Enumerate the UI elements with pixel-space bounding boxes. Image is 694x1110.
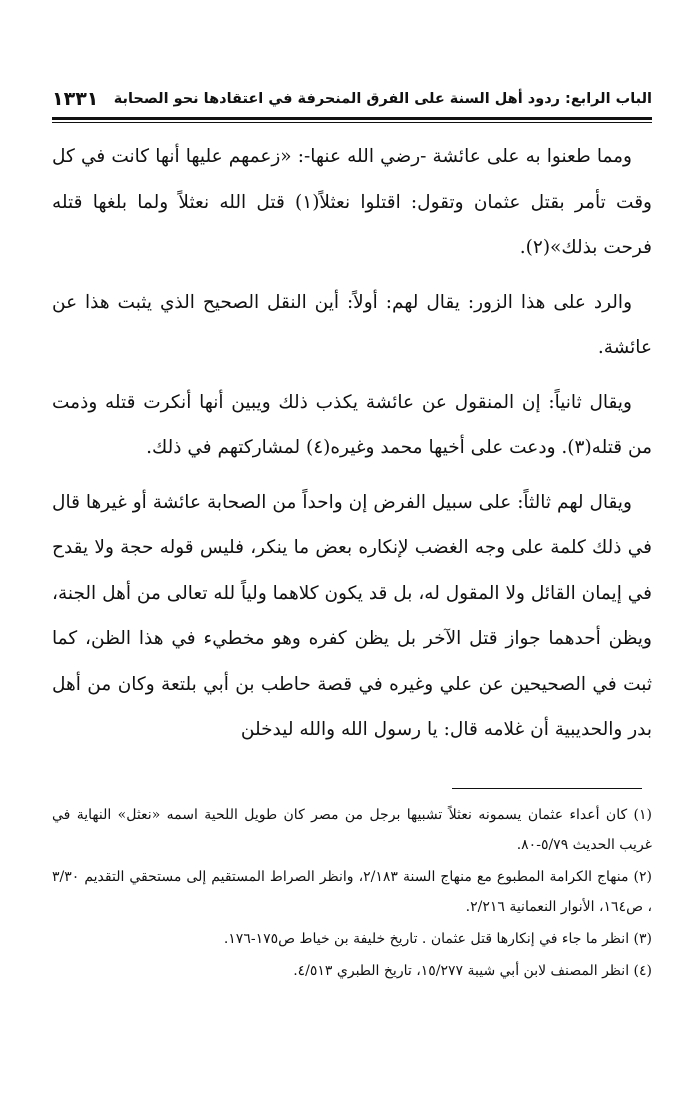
paragraph: ومما طعنوا به على عائشة -رضي الله عنها-: «زعمهم عليها أنها كانت في كل وقت تأمر بقتل عثمان وتقول: اقتلوا نعثلاً(١) قتل الله نعثلاً ولما بلغها قتله فرحت بذلك»(٢). — [52, 146, 652, 258]
paragraph: ويقال لهم ثالثاً: على سبيل الفرض إن واحداً من الصحابة عائشة أو غيرها قال في ذلك كلمة على وجه الغضب لإنكاره بعض ما ينكر، فليس قوله حجة ولا يقدح في إيمان القائل ولا المقول له، بل قد يكون كلاهما ولياً لله تعالى من أهل الجنة، ويظن أحدهما جواز قتل الآخر بل يظن كفره وهو مخطيء في هذا الظن، كما ثبت في الصحيحين عن علي وغيره في قصة حاطب بن أبي بلتعة وكان من أهل بدر والحديبية أن غلامه قال: يا رسول الله والله ليدخلن — [52, 491, 652, 740]
header-rule-thin — [52, 122, 652, 123]
main-text — [52, 134, 652, 762]
footnotes — [52, 800, 652, 988]
paragraph: ويقال ثانياً: إن المنقول عن عائشة يكذب ذلك ويبين أنها أنكرت قتله وذمت من قتله(٣). ودعت على أخيها محمد وغيره(٤) لمشاركتهم في ذلك. — [52, 391, 652, 458]
footnote: (١) كان أعداء عثمان يسمونه نعثلاً تشبيها برجل من مصر كان طويل اللحية اسمه «نعثل» النهاية في غريب الحديث ٥/٧٩-٨٠. — [52, 807, 652, 853]
page-number: ١٣٣١ — [52, 88, 99, 110]
footnote: (٢) منهاج الكرامة المطبوع مع منهاج السنة ٢/١٨٣، وانظر الصراط المستقيم إلى مستحقي التقديم ٣/٣٠ ، ص١٦٤، الأنوار النعمانية ٢/٢١٦. — [52, 869, 652, 915]
chapter-title: الباب الرابع: ردود أهل السنة على الفرق المنحرفة في اعتقادها نحو الصحابة — [113, 91, 652, 107]
footnote-separator — [452, 788, 642, 789]
running-header — [52, 84, 652, 114]
footnote: (٤) انظر المصنف لابن أبي شيبة ١٥/٢٧٧، تاريخ الطبري ٤/٥١٣. — [293, 963, 652, 979]
paragraph: والرد على هذا الزور: يقال لهم: أولاً: أين النقل الصحيح الذي يثبت هذا عن عائشة. — [52, 291, 652, 358]
header-rule-thick — [52, 117, 652, 120]
footnote: (٣) انظر ما جاء في إنكارها قتل عثمان . تاريخ خليفة بن خياط ص١٧٥-١٧٦. — [223, 931, 652, 947]
